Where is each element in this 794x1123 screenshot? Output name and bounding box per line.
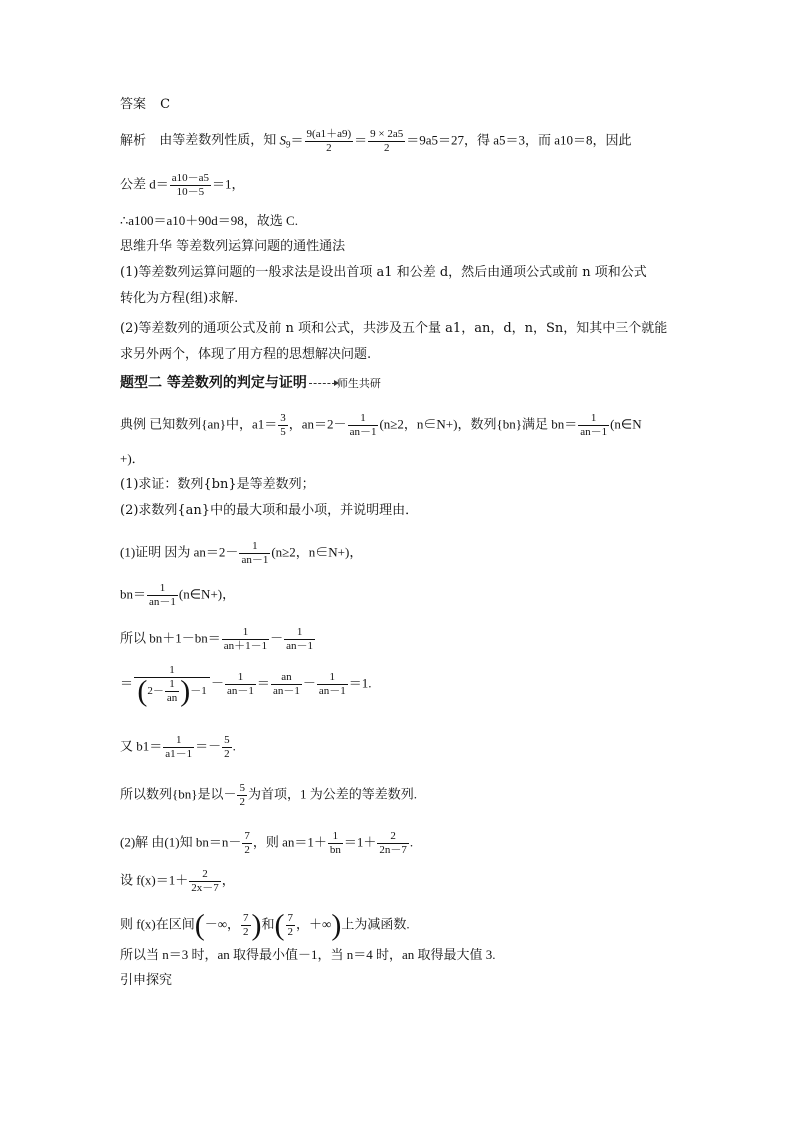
frac-den: 2 — [244, 844, 250, 856]
summary-p2a: (2)等差数列的通项公式及前 n 项和公式，共涉及五个量 a1，an，d，n，Sn，知其中三个就能 — [120, 321, 668, 336]
proof-l2-tail: (n∈N+)， — [178, 586, 236, 602]
solution-l1-mid2: ＝1＋ — [343, 834, 377, 850]
proof-l2-prefix: bn＝ — [120, 586, 147, 602]
analysis-conclusion: ∴a100＝a10＋90d＝98，故选 C. — [120, 213, 298, 228]
solution-l2-tail: ， — [221, 872, 235, 888]
fraction — [165, 678, 179, 705]
fraction — [222, 626, 269, 653]
frac-den: an－1 — [227, 685, 254, 697]
equals-sign: ＝ — [256, 675, 270, 691]
frac-den: 2 — [239, 796, 245, 808]
frac-den: 2 — [243, 926, 249, 938]
answer-label: 答案 — [120, 97, 147, 112]
analysis-line-2 — [120, 172, 245, 199]
frac-num: 7 — [287, 912, 294, 924]
fraction — [328, 830, 343, 857]
fraction — [237, 782, 247, 809]
right-paren: ) — [180, 674, 191, 708]
fraction — [189, 868, 221, 895]
frac-num: 1 — [328, 830, 343, 844]
analysis-eq-tail: ＝9a5＝27，得 a5＝3，而 a10＝8，因此 — [406, 132, 632, 148]
frac-num: 1 — [239, 540, 270, 554]
frac-den: 2 — [224, 748, 230, 760]
solution-l1-prefix: (2)解 由(1)知 bn＝n－ — [120, 834, 242, 850]
analysis-label: 解析 — [120, 132, 147, 148]
proof-l3-prefix: 所以 bn＋1－bn＝ — [120, 630, 221, 646]
frac-den: 2 — [287, 926, 294, 938]
proof-l4-tail: ＝1. — [348, 675, 372, 691]
frac-den: 2 — [383, 142, 390, 154]
frac-den: an－1 — [580, 426, 608, 438]
frac-num: 1 — [163, 734, 194, 748]
proof-line-4 — [120, 664, 372, 708]
summary-p1b: 转化为方程(组)求解. — [120, 291, 239, 306]
interval-2-end: ，＋∞ — [296, 916, 332, 932]
frac-den: an — [166, 692, 178, 704]
fraction — [578, 412, 609, 439]
left-paren: ( — [194, 908, 205, 942]
den-part-b: －1 — [190, 685, 207, 698]
frac-den: bn — [329, 844, 341, 856]
proof-l5-prefix: 又 b1＝ — [120, 738, 163, 754]
fraction — [271, 671, 302, 698]
fraction — [163, 734, 194, 761]
minus-sign: － — [270, 630, 284, 646]
den-part-a: 2－ — [147, 685, 164, 698]
frac-den: 2x－7 — [191, 882, 219, 894]
topic-tag: 师生共研 — [336, 377, 381, 390]
solution-l3-prefix: 则 f(x)在区间 — [120, 916, 195, 932]
frac-num: 9(a1＋a9) — [306, 128, 352, 140]
frac-den: an－1 — [349, 426, 377, 438]
frac-num: 1 — [284, 626, 315, 640]
solution-line-1 — [120, 830, 413, 857]
frac-den: an－1 — [149, 596, 176, 608]
d-prefix: 公差 d＝ — [120, 176, 169, 192]
proof-l5-mid: ＝－ — [195, 738, 222, 754]
frac-den: an－1 — [318, 685, 346, 697]
fraction — [241, 912, 251, 939]
frac-num: 2 — [189, 868, 221, 882]
frac-num: 1 — [225, 671, 256, 685]
fraction — [278, 412, 288, 439]
fraction — [305, 128, 354, 155]
frac-den: 5 — [280, 426, 286, 438]
topic-title: 题型二 等差数列的判定与证明 — [120, 375, 307, 391]
fraction — [317, 671, 348, 698]
interval-1-start: －∞， — [204, 916, 241, 932]
proof-l1-prefix: (1)证明 因为 an＝2－ — [120, 544, 239, 560]
right-paren: ) — [331, 908, 342, 942]
fraction — [348, 412, 379, 439]
arrow-icon — [309, 383, 335, 384]
question-2: (2)求数列{an}中的最大项和最小项，并说明理由． — [120, 503, 419, 518]
fraction — [147, 582, 178, 609]
frac-den: an－1 — [241, 554, 269, 566]
frac-den: 10－5 — [176, 186, 205, 198]
frac-num: 2 — [377, 830, 409, 844]
frac-num: 1 — [348, 412, 379, 426]
fraction — [286, 912, 296, 939]
example-line — [120, 412, 642, 439]
analysis-line-1: 解析 由等差数列性质，知 $S_9=$ $\frac{9(a1+a9)}{2}$ ＝ $\frac{9 \times 2a5}{2}$ ＝9a5＝27，得 a5＝3，而 a10＝8，因此 — [120, 128, 632, 154]
minus-sign: － — [302, 675, 316, 691]
proof-line-6 — [120, 782, 417, 809]
summary-p1a: (1)等差数列运算问题的一般求法是设出首项 a1 和公差 d，然后由通项公式或前 n 项和公式 — [120, 265, 647, 280]
frac-num: a10－a5 — [171, 172, 210, 184]
frac-num: 5 — [239, 782, 245, 794]
frac-den-compound — [134, 674, 210, 708]
frac-num: 1 — [222, 626, 269, 640]
frac-den: an－1 — [272, 685, 300, 697]
frac-num: 7 — [243, 912, 249, 924]
frac-den: a1－1 — [165, 748, 193, 760]
and-word: 和 — [261, 916, 275, 932]
frac-num: 1 — [147, 582, 178, 596]
frac-num: 1 — [578, 412, 609, 426]
example-tail2: +)． — [120, 451, 145, 466]
example-prefix: 典例 已知数列{an}中，a1＝ — [120, 416, 278, 432]
topic-heading — [120, 374, 381, 393]
left-paren: ( — [274, 908, 285, 942]
right-paren: ) — [251, 908, 262, 942]
fraction — [377, 830, 409, 857]
summary-p2b: 求另外两个，体现了用方程的思想解决问题. — [120, 347, 372, 362]
frac-den: 2n－7 — [379, 844, 407, 856]
solution-l1-mid: ，则 an＝1＋ — [252, 834, 327, 850]
solution-line-4: 所以当 n＝3 时，an 取得最小值－1，当 n＝4 时，an 取得最大值 3. — [120, 947, 496, 962]
frac-num: 5 — [224, 734, 230, 746]
frac-num: 1 — [134, 664, 210, 678]
solution-l3-tail: 上为减函数. — [341, 916, 410, 932]
solution-l2-prefix: 设 f(x)＝1＋ — [120, 872, 189, 888]
proof-line-1 — [120, 540, 362, 567]
frac-num: 3 — [280, 412, 286, 424]
fraction — [222, 734, 232, 761]
fraction — [239, 540, 270, 567]
question-1: (1)求证：数列{bn}是等差数列； — [120, 477, 315, 492]
solution-l1-tail: . — [409, 834, 414, 850]
fraction — [242, 830, 252, 857]
equals-sign: ＝ — [120, 675, 134, 691]
frac-den: an－1 — [286, 640, 314, 652]
fraction — [368, 128, 405, 155]
frac-num: 1 — [317, 671, 348, 685]
d-tail: ＝1， — [212, 176, 245, 192]
frac-den: 2 — [326, 142, 332, 154]
frac-num: an — [271, 671, 302, 685]
proof-l1-tail: (n≥2，n∈N+)， — [271, 544, 363, 560]
proof-line-5 — [120, 734, 236, 761]
answer-line — [120, 96, 170, 114]
solution-line-3 — [120, 908, 410, 942]
analysis-intro: 由等差数列性质，知 — [159, 132, 277, 148]
extension-heading: 引申探究 — [120, 973, 173, 988]
example-cond: (n≥2，n∈N+)，数列{bn}满足 bn＝ — [379, 416, 578, 432]
frac-den: an＋1－1 — [223, 640, 268, 652]
example-mid: ，an＝2－ — [288, 416, 347, 432]
fraction — [134, 664, 210, 708]
minus-sign: － — [211, 675, 225, 691]
proof-l6-prefix: 所以数列{bn}是以－ — [120, 786, 237, 802]
fraction — [170, 172, 211, 199]
answer-value: C — [160, 97, 171, 112]
left-paren: ( — [137, 674, 148, 708]
proof-line-3 — [120, 626, 316, 653]
proof-l5-tail: . — [232, 738, 236, 754]
proof-line-2 — [120, 582, 235, 609]
frac-num: 9 × 2a5 — [370, 128, 404, 140]
fraction — [284, 626, 315, 653]
frac-num: 7 — [244, 830, 250, 842]
example-tail: (n∈N — [610, 416, 642, 432]
fraction — [225, 671, 256, 698]
frac-num: 1 — [165, 678, 179, 692]
summary-title: 思维升华 等差数列运算问题的通性通法 — [120, 239, 346, 254]
solution-line-2 — [120, 868, 235, 895]
proof-l6-tail: 为首项，1 为公差的等差数列. — [247, 786, 417, 802]
